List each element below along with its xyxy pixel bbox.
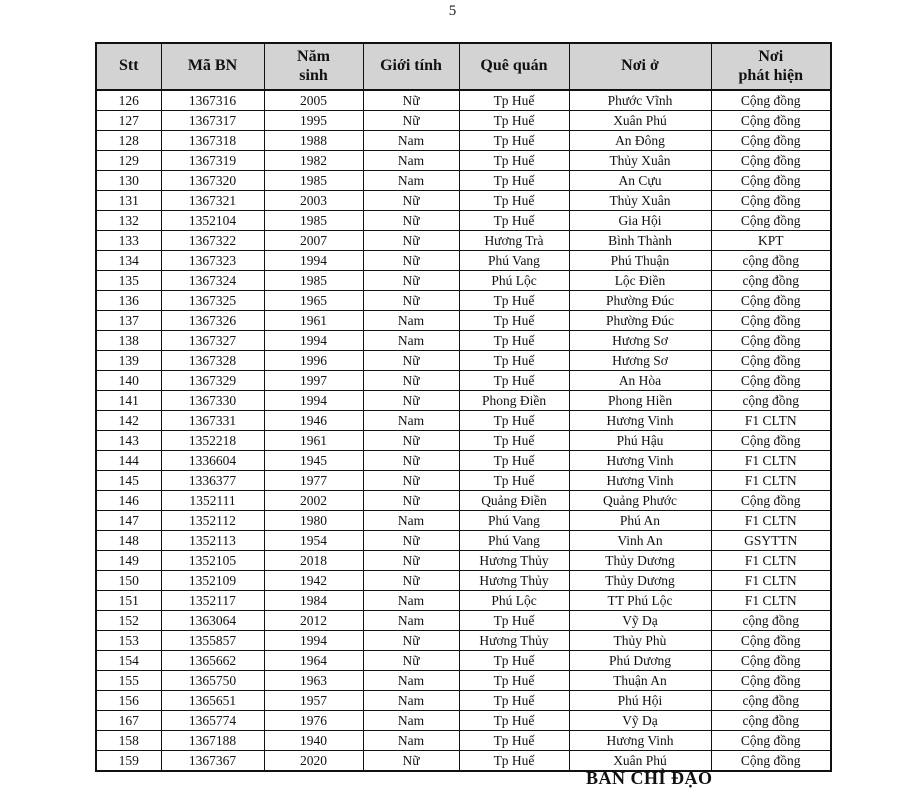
cell-noi-o: Bình Thành [569, 231, 711, 251]
cell-noi-phat-hien: cộng đồng [711, 611, 831, 631]
cell-que-quan: Tp Huế [459, 171, 569, 191]
cell-noi-o: Xuân Phú [569, 111, 711, 131]
cell-nam-sinh: 1985 [264, 271, 363, 291]
cell-que-quan: Tp Huế [459, 611, 569, 631]
cell-ma-bn: 1336604 [161, 451, 264, 471]
cell-gioi-tinh: Nam [363, 691, 459, 711]
table-row [96, 551, 831, 571]
table-row [96, 231, 831, 251]
cell-ma-bn: 1365774 [161, 711, 264, 731]
cell-que-quan: Hương Thủy [459, 631, 569, 651]
cell-que-quan: Hương Trà [459, 231, 569, 251]
cell-ma-bn: 1367331 [161, 411, 264, 431]
cell-noi-o: Phong Hiền [569, 391, 711, 411]
cell-nam-sinh: 1957 [264, 691, 363, 711]
cell-stt: 131 [96, 191, 161, 211]
cell-gioi-tinh: Nam [363, 331, 459, 351]
cell-que-quan: Phong Điền [459, 391, 569, 411]
cell-stt: 128 [96, 131, 161, 151]
cell-ma-bn: 1352117 [161, 591, 264, 611]
cell-stt: 149 [96, 551, 161, 571]
cell-noi-o: Thủy Phù [569, 631, 711, 651]
cell-gioi-tinh: Nữ [363, 211, 459, 231]
cell-nam-sinh: 1940 [264, 731, 363, 751]
cell-nam-sinh: 1965 [264, 291, 363, 311]
cell-stt: 153 [96, 631, 161, 651]
cell-ma-bn: 1355857 [161, 631, 264, 651]
cell-que-quan: Tp Huế [459, 711, 569, 731]
table-row [96, 411, 831, 431]
cell-noi-o: Thủy Dương [569, 571, 711, 591]
cell-ma-bn: 1367316 [161, 90, 264, 111]
cell-noi-phat-hien: Cộng đồng [711, 731, 831, 751]
cell-que-quan: Tp Huế [459, 351, 569, 371]
cell-stt: 129 [96, 151, 161, 171]
cell-nam-sinh: 2002 [264, 491, 363, 511]
cell-que-quan: Phú Vang [459, 531, 569, 551]
table-row [96, 431, 831, 451]
cell-noi-o: Hương Vinh [569, 471, 711, 491]
cell-noi-phat-hien: Cộng đồng [711, 631, 831, 651]
cell-que-quan: Hương Thủy [459, 571, 569, 591]
cell-noi-o: Thủy Xuân [569, 191, 711, 211]
cell-gioi-tinh: Nữ [363, 90, 459, 111]
cell-ma-bn: 1367367 [161, 751, 264, 772]
footer-signature: BAN CHỈ ĐẠO [586, 768, 713, 788]
table-body [96, 90, 831, 771]
table-row [96, 291, 831, 311]
cell-noi-phat-hien: Cộng đồng [711, 111, 831, 131]
table-row [96, 631, 831, 651]
cell-ma-bn: 1367326 [161, 311, 264, 331]
cell-ma-bn: 1367322 [161, 231, 264, 251]
cell-stt: 127 [96, 111, 161, 131]
cell-noi-o: Phú Thuận [569, 251, 711, 271]
cell-que-quan: Hương Thủy [459, 551, 569, 571]
cell-nam-sinh: 1961 [264, 311, 363, 331]
table-row [96, 131, 831, 151]
cell-noi-o: An Đông [569, 131, 711, 151]
column-header-stt: Stt [96, 43, 161, 90]
cell-stt: 135 [96, 271, 161, 291]
cell-que-quan: Tp Huế [459, 211, 569, 231]
patient-table-wrapper [95, 42, 830, 772]
cell-noi-phat-hien: Cộng đồng [711, 311, 831, 331]
cell-noi-phat-hien: F1 CLTN [711, 551, 831, 571]
column-header-noi-phat-hien: Nơi phát hiện [711, 43, 831, 90]
cell-gioi-tinh: Nữ [363, 371, 459, 391]
cell-gioi-tinh: Nữ [363, 291, 459, 311]
cell-nam-sinh: 1942 [264, 571, 363, 591]
cell-noi-o: TT Phú Lộc [569, 591, 711, 611]
cell-stt: 142 [96, 411, 161, 431]
column-header-nam-sinh: Năm sinh [264, 43, 363, 90]
cell-noi-phat-hien: cộng đồng [711, 391, 831, 411]
cell-noi-phat-hien: Cộng đồng [711, 331, 831, 351]
cell-noi-phat-hien: cộng đồng [711, 251, 831, 271]
cell-gioi-tinh: Nam [363, 131, 459, 151]
cell-noi-o: Thủy Xuân [569, 151, 711, 171]
cell-nam-sinh: 1997 [264, 371, 363, 391]
cell-stt: 136 [96, 291, 161, 311]
cell-noi-o: Lộc Điền [569, 271, 711, 291]
table-row [96, 671, 831, 691]
cell-ma-bn: 1367317 [161, 111, 264, 131]
cell-noi-o: Vỹ Dạ [569, 711, 711, 731]
cell-gioi-tinh: Nam [363, 511, 459, 531]
cell-ma-bn: 1352105 [161, 551, 264, 571]
cell-stt: 159 [96, 751, 161, 772]
cell-que-quan: Tp Huế [459, 191, 569, 211]
table-row [96, 711, 831, 731]
cell-que-quan: Phú Lộc [459, 591, 569, 611]
cell-gioi-tinh: Nữ [363, 271, 459, 291]
cell-ma-bn: 1367188 [161, 731, 264, 751]
table-row [96, 491, 831, 511]
cell-que-quan: Tp Huế [459, 331, 569, 351]
cell-que-quan: Tp Huế [459, 731, 569, 751]
cell-noi-phat-hien: Cộng đồng [711, 491, 831, 511]
cell-nam-sinh: 1982 [264, 151, 363, 171]
cell-nam-sinh: 1994 [264, 251, 363, 271]
cell-nam-sinh: 1994 [264, 331, 363, 351]
cell-nam-sinh: 1984 [264, 591, 363, 611]
cell-noi-phat-hien: Cộng đồng [711, 291, 831, 311]
cell-stt: 147 [96, 511, 161, 531]
cell-stt: 139 [96, 351, 161, 371]
cell-gioi-tinh: Nam [363, 411, 459, 431]
table-row [96, 531, 831, 551]
table-row [96, 90, 831, 111]
cell-stt: 152 [96, 611, 161, 631]
cell-stt: 150 [96, 571, 161, 591]
cell-gioi-tinh: Nam [363, 151, 459, 171]
cell-noi-o: Phường Đúc [569, 311, 711, 331]
cell-noi-phat-hien: Cộng đồng [711, 751, 831, 772]
cell-nam-sinh: 1976 [264, 711, 363, 731]
cell-noi-phat-hien: Cộng đồng [711, 351, 831, 371]
cell-nam-sinh: 2018 [264, 551, 363, 571]
cell-noi-phat-hien: KPT [711, 231, 831, 251]
table-row [96, 371, 831, 391]
cell-que-quan: Tp Huế [459, 451, 569, 471]
cell-noi-o: Xuân Phú [569, 751, 711, 772]
cell-stt: 144 [96, 451, 161, 471]
cell-nam-sinh: 1985 [264, 171, 363, 191]
table-row [96, 311, 831, 331]
cell-noi-o: An Cựu [569, 171, 711, 191]
cell-stt: 151 [96, 591, 161, 611]
cell-stt: 126 [96, 90, 161, 111]
table-row [96, 471, 831, 491]
cell-que-quan: Phú Vang [459, 251, 569, 271]
cell-que-quan: Tp Huế [459, 751, 569, 772]
table-row [96, 171, 831, 191]
cell-noi-phat-hien: Cộng đồng [711, 431, 831, 451]
cell-noi-phat-hien: F1 CLTN [711, 411, 831, 431]
cell-stt: 138 [96, 331, 161, 351]
cell-noi-phat-hien: F1 CLTN [711, 571, 831, 591]
table-row [96, 391, 831, 411]
cell-ma-bn: 1367329 [161, 371, 264, 391]
cell-noi-o: Vỹ Dạ [569, 611, 711, 631]
table-row [96, 211, 831, 231]
cell-ma-bn: 1367320 [161, 171, 264, 191]
cell-stt: 132 [96, 211, 161, 231]
table-row [96, 351, 831, 371]
table-header-row [96, 43, 831, 90]
cell-gioi-tinh: Nữ [363, 431, 459, 451]
cell-stt: 130 [96, 171, 161, 191]
cell-ma-bn: 1367318 [161, 131, 264, 151]
cell-stt: 154 [96, 651, 161, 671]
cell-noi-phat-hien: Cộng đồng [711, 371, 831, 391]
cell-gioi-tinh: Nữ [363, 391, 459, 411]
cell-gioi-tinh: Nữ [363, 471, 459, 491]
table-row [96, 731, 831, 751]
cell-que-quan: Tp Huế [459, 131, 569, 151]
cell-que-quan: Tp Huế [459, 151, 569, 171]
cell-noi-o: An Hòa [569, 371, 711, 391]
cell-gioi-tinh: Nữ [363, 751, 459, 772]
cell-nam-sinh: 1945 [264, 451, 363, 471]
cell-stt: 145 [96, 471, 161, 491]
cell-gioi-tinh: Nữ [363, 491, 459, 511]
cell-ma-bn: 1352112 [161, 511, 264, 531]
cell-gioi-tinh: Nữ [363, 191, 459, 211]
cell-ma-bn: 1352109 [161, 571, 264, 591]
cell-nam-sinh: 1964 [264, 651, 363, 671]
cell-noi-phat-hien: cộng đồng [711, 711, 831, 731]
cell-nam-sinh: 1994 [264, 631, 363, 651]
table-row [96, 651, 831, 671]
cell-nam-sinh: 1946 [264, 411, 363, 431]
cell-ma-bn: 1352218 [161, 431, 264, 451]
cell-noi-phat-hien: F1 CLTN [711, 451, 831, 471]
cell-ma-bn: 1365651 [161, 691, 264, 711]
cell-ma-bn: 1352111 [161, 491, 264, 511]
cell-noi-o: Thuận An [569, 671, 711, 691]
cell-stt: 143 [96, 431, 161, 451]
cell-nam-sinh: 2020 [264, 751, 363, 772]
cell-noi-phat-hien: GSYTTN [711, 531, 831, 551]
cell-ma-bn: 1363064 [161, 611, 264, 631]
table-row [96, 191, 831, 211]
cell-que-quan: Tp Huế [459, 90, 569, 111]
column-header-gioi-tinh: Giới tính [363, 43, 459, 90]
cell-nam-sinh: 2007 [264, 231, 363, 251]
cell-noi-phat-hien: Cộng đồng [711, 151, 831, 171]
cell-noi-o: Vinh An [569, 531, 711, 551]
table-row [96, 611, 831, 631]
cell-ma-bn: 1367330 [161, 391, 264, 411]
cell-noi-o: Phú An [569, 511, 711, 531]
cell-gioi-tinh: Nữ [363, 351, 459, 371]
cell-que-quan: Tp Huế [459, 671, 569, 691]
cell-gioi-tinh: Nữ [363, 231, 459, 251]
cell-noi-o: Hương Vinh [569, 731, 711, 751]
cell-gioi-tinh: Nam [363, 711, 459, 731]
cell-nam-sinh: 1988 [264, 131, 363, 151]
cell-ma-bn: 1367324 [161, 271, 264, 291]
cell-ma-bn: 1367321 [161, 191, 264, 211]
table-row [96, 751, 831, 772]
cell-gioi-tinh: Nam [363, 171, 459, 191]
cell-nam-sinh: 1980 [264, 511, 363, 531]
cell-stt: 158 [96, 731, 161, 751]
cell-ma-bn: 1367319 [161, 151, 264, 171]
cell-noi-o: Hương Vinh [569, 411, 711, 431]
cell-que-quan: Tp Huế [459, 371, 569, 391]
table-row [96, 251, 831, 271]
cell-stt: 134 [96, 251, 161, 271]
table-row [96, 511, 831, 531]
table-row [96, 591, 831, 611]
cell-noi-phat-hien: cộng đồng [711, 691, 831, 711]
cell-que-quan: Tp Huế [459, 311, 569, 331]
table-row [96, 111, 831, 131]
cell-stt: 137 [96, 311, 161, 331]
cell-gioi-tinh: Nữ [363, 451, 459, 471]
cell-nam-sinh: 2012 [264, 611, 363, 631]
cell-noi-phat-hien: F1 CLTN [711, 471, 831, 491]
cell-que-quan: Tp Huế [459, 111, 569, 131]
cell-gioi-tinh: Nữ [363, 571, 459, 591]
cell-gioi-tinh: Nữ [363, 551, 459, 571]
cell-que-quan: Tp Huế [459, 291, 569, 311]
cell-nam-sinh: 1963 [264, 671, 363, 691]
cell-que-quan: Tp Huế [459, 691, 569, 711]
cell-que-quan: Quảng Điền [459, 491, 569, 511]
cell-noi-phat-hien: Cộng đồng [711, 191, 831, 211]
table-row [96, 691, 831, 711]
cell-noi-phat-hien: Cộng đồng [711, 211, 831, 231]
cell-que-quan: Phú Lộc [459, 271, 569, 291]
cell-ma-bn: 1365662 [161, 651, 264, 671]
page-number: 5 [448, 3, 457, 19]
cell-noi-phat-hien: Cộng đồng [711, 90, 831, 111]
cell-gioi-tinh: Nam [363, 591, 459, 611]
cell-stt: 146 [96, 491, 161, 511]
cell-gioi-tinh: Nữ [363, 111, 459, 131]
cell-que-quan: Phú Vang [459, 511, 569, 531]
cell-noi-phat-hien: Cộng đồng [711, 171, 831, 191]
cell-noi-o: Hương Sơ [569, 351, 711, 371]
cell-noi-o: Phú Dương [569, 651, 711, 671]
cell-ma-bn: 1352104 [161, 211, 264, 231]
cell-gioi-tinh: Nữ [363, 631, 459, 651]
column-header-que-quan: Quê quán [459, 43, 569, 90]
cell-gioi-tinh: Nam [363, 731, 459, 751]
cell-noi-phat-hien: F1 CLTN [711, 591, 831, 611]
cell-noi-phat-hien: Cộng đồng [711, 131, 831, 151]
cell-nam-sinh: 1977 [264, 471, 363, 491]
cell-noi-o: Hương Sơ [569, 331, 711, 351]
cell-ma-bn: 1367328 [161, 351, 264, 371]
cell-noi-phat-hien: cộng đồng [711, 271, 831, 291]
cell-que-quan: Tp Huế [459, 651, 569, 671]
table-row [96, 571, 831, 591]
cell-stt: 155 [96, 671, 161, 691]
cell-gioi-tinh: Nữ [363, 251, 459, 271]
cell-ma-bn: 1336377 [161, 471, 264, 491]
patient-table [95, 42, 832, 772]
cell-nam-sinh: 1994 [264, 391, 363, 411]
cell-gioi-tinh: Nam [363, 671, 459, 691]
cell-noi-phat-hien: F1 CLTN [711, 511, 831, 531]
cell-stt: 167 [96, 711, 161, 731]
cell-stt: 156 [96, 691, 161, 711]
cell-ma-bn: 1352113 [161, 531, 264, 551]
cell-noi-o: Phú Hậu [569, 431, 711, 451]
cell-stt: 141 [96, 391, 161, 411]
cell-nam-sinh: 1996 [264, 351, 363, 371]
cell-noi-o: Phú Hội [569, 691, 711, 711]
column-header-noi-o: Nơi ở [569, 43, 711, 90]
cell-ma-bn: 1365750 [161, 671, 264, 691]
cell-noi-o: Gia Hội [569, 211, 711, 231]
cell-noi-phat-hien: Cộng đồng [711, 671, 831, 691]
table-row [96, 151, 831, 171]
cell-que-quan: Tp Huế [459, 471, 569, 491]
cell-stt: 133 [96, 231, 161, 251]
cell-gioi-tinh: Nam [363, 311, 459, 331]
cell-nam-sinh: 2005 [264, 90, 363, 111]
cell-noi-o: Phường Đúc [569, 291, 711, 311]
table-header [96, 43, 831, 90]
cell-noi-phat-hien: Cộng đồng [711, 651, 831, 671]
cell-ma-bn: 1367323 [161, 251, 264, 271]
cell-noi-o: Hương Vinh [569, 451, 711, 471]
cell-nam-sinh: 1954 [264, 531, 363, 551]
cell-stt: 148 [96, 531, 161, 551]
column-header-ma-bn: Mã BN [161, 43, 264, 90]
cell-noi-o: Phước Vĩnh [569, 90, 711, 111]
cell-noi-o: Thủy Dương [569, 551, 711, 571]
table-row [96, 271, 831, 291]
cell-gioi-tinh: Nữ [363, 651, 459, 671]
cell-noi-o: Quảng Phước [569, 491, 711, 511]
cell-ma-bn: 1367327 [161, 331, 264, 351]
cell-que-quan: Tp Huế [459, 411, 569, 431]
cell-gioi-tinh: Nam [363, 611, 459, 631]
cell-nam-sinh: 1985 [264, 211, 363, 231]
cell-stt: 140 [96, 371, 161, 391]
cell-que-quan: Tp Huế [459, 431, 569, 451]
cell-nam-sinh: 1995 [264, 111, 363, 131]
cell-ma-bn: 1367325 [161, 291, 264, 311]
cell-nam-sinh: 1961 [264, 431, 363, 451]
table-row [96, 331, 831, 351]
cell-nam-sinh: 2003 [264, 191, 363, 211]
cell-gioi-tinh: Nữ [363, 531, 459, 551]
table-row [96, 451, 831, 471]
